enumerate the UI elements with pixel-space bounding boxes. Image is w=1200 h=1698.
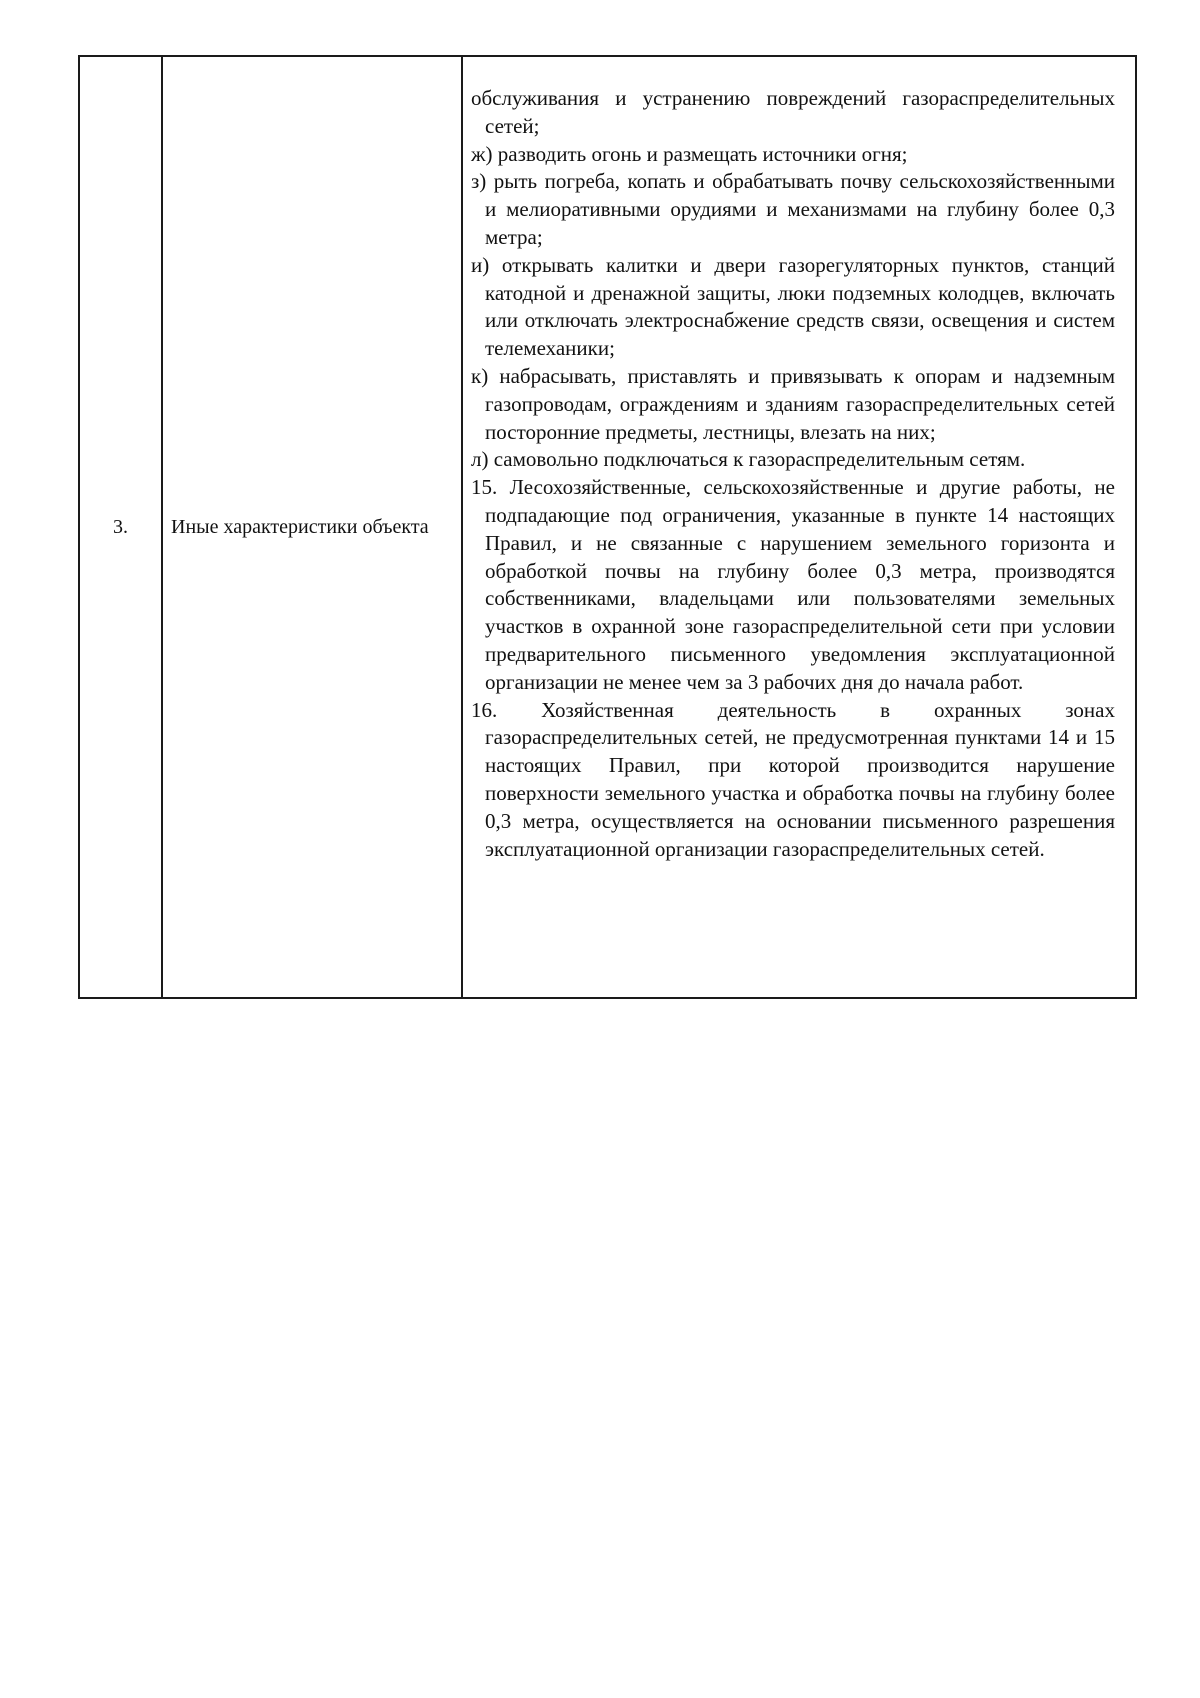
paragraph: 15. Лесохозяйственные, сельскохозяйственные и другие работы, не подпадающие под ограничения, указанные в пункте 14 настоящих Правил, и не связанные с нарушением земельного горизонта и обработкой почвы на глубину более 0,3 метра, производятся собственниками, владельцами или пользователями земельных участков в охранной зоне газораспределительной сети при условии предварительного письменного уведомления эксплуатационной организации не менее чем за 3 рабочих дня до начала работ. [471, 475, 1115, 694]
row-number: 3. [113, 516, 128, 538]
row-number-cell [79, 56, 162, 998]
paragraph: л) самовольно подключаться к газораспределительным сетям. [471, 447, 1026, 472]
restrictions-text [463, 57, 1135, 863]
paragraph: з) рыть погреба, копать и обрабатывать почву сельскохозяйственными и мелиоративными орудиями и механизмами на глубину более 0,3 метра; [471, 169, 1115, 249]
row-content-cell [462, 56, 1136, 998]
paragraph: и) открывать калитки и двери газорегуляторных пунктов, станций катодной и дренажной защиты, люки подземных колодцев, включать или отключать электроснабжение средств связи, освещения и систем телемеханики; [471, 252, 1115, 361]
table-row [79, 56, 1136, 998]
paragraph: 16. Хозяйственная деятельность в охранных зонах газораспределительных сетей, не предусмотренная пунктами 14 и 15 настоящих Правил, при которой производится нарушение поверхности земельного участка и обработка почвы на глубину более 0,3 метра, осуществляется на основании письменного разрешения эксплуатационной организации газораспределительных сетей. [471, 697, 1115, 861]
row-label: Иные характеристики объекта [171, 516, 429, 538]
paragraph: обслуживания и устранению повреждений газораспределительных сетей; [471, 86, 1115, 138]
paragraph: ж) разводить огонь и размещать источники огня; [471, 141, 908, 166]
paragraph: к) набрасывать, приставлять и привязывать к опорам и надземным газопроводам, ограждениям и зданиям газораспределительных сетей посторонние предметы, лестницы, влезать на них; [471, 363, 1115, 444]
characteristics-table [78, 55, 1137, 999]
row-label-cell [162, 56, 462, 998]
